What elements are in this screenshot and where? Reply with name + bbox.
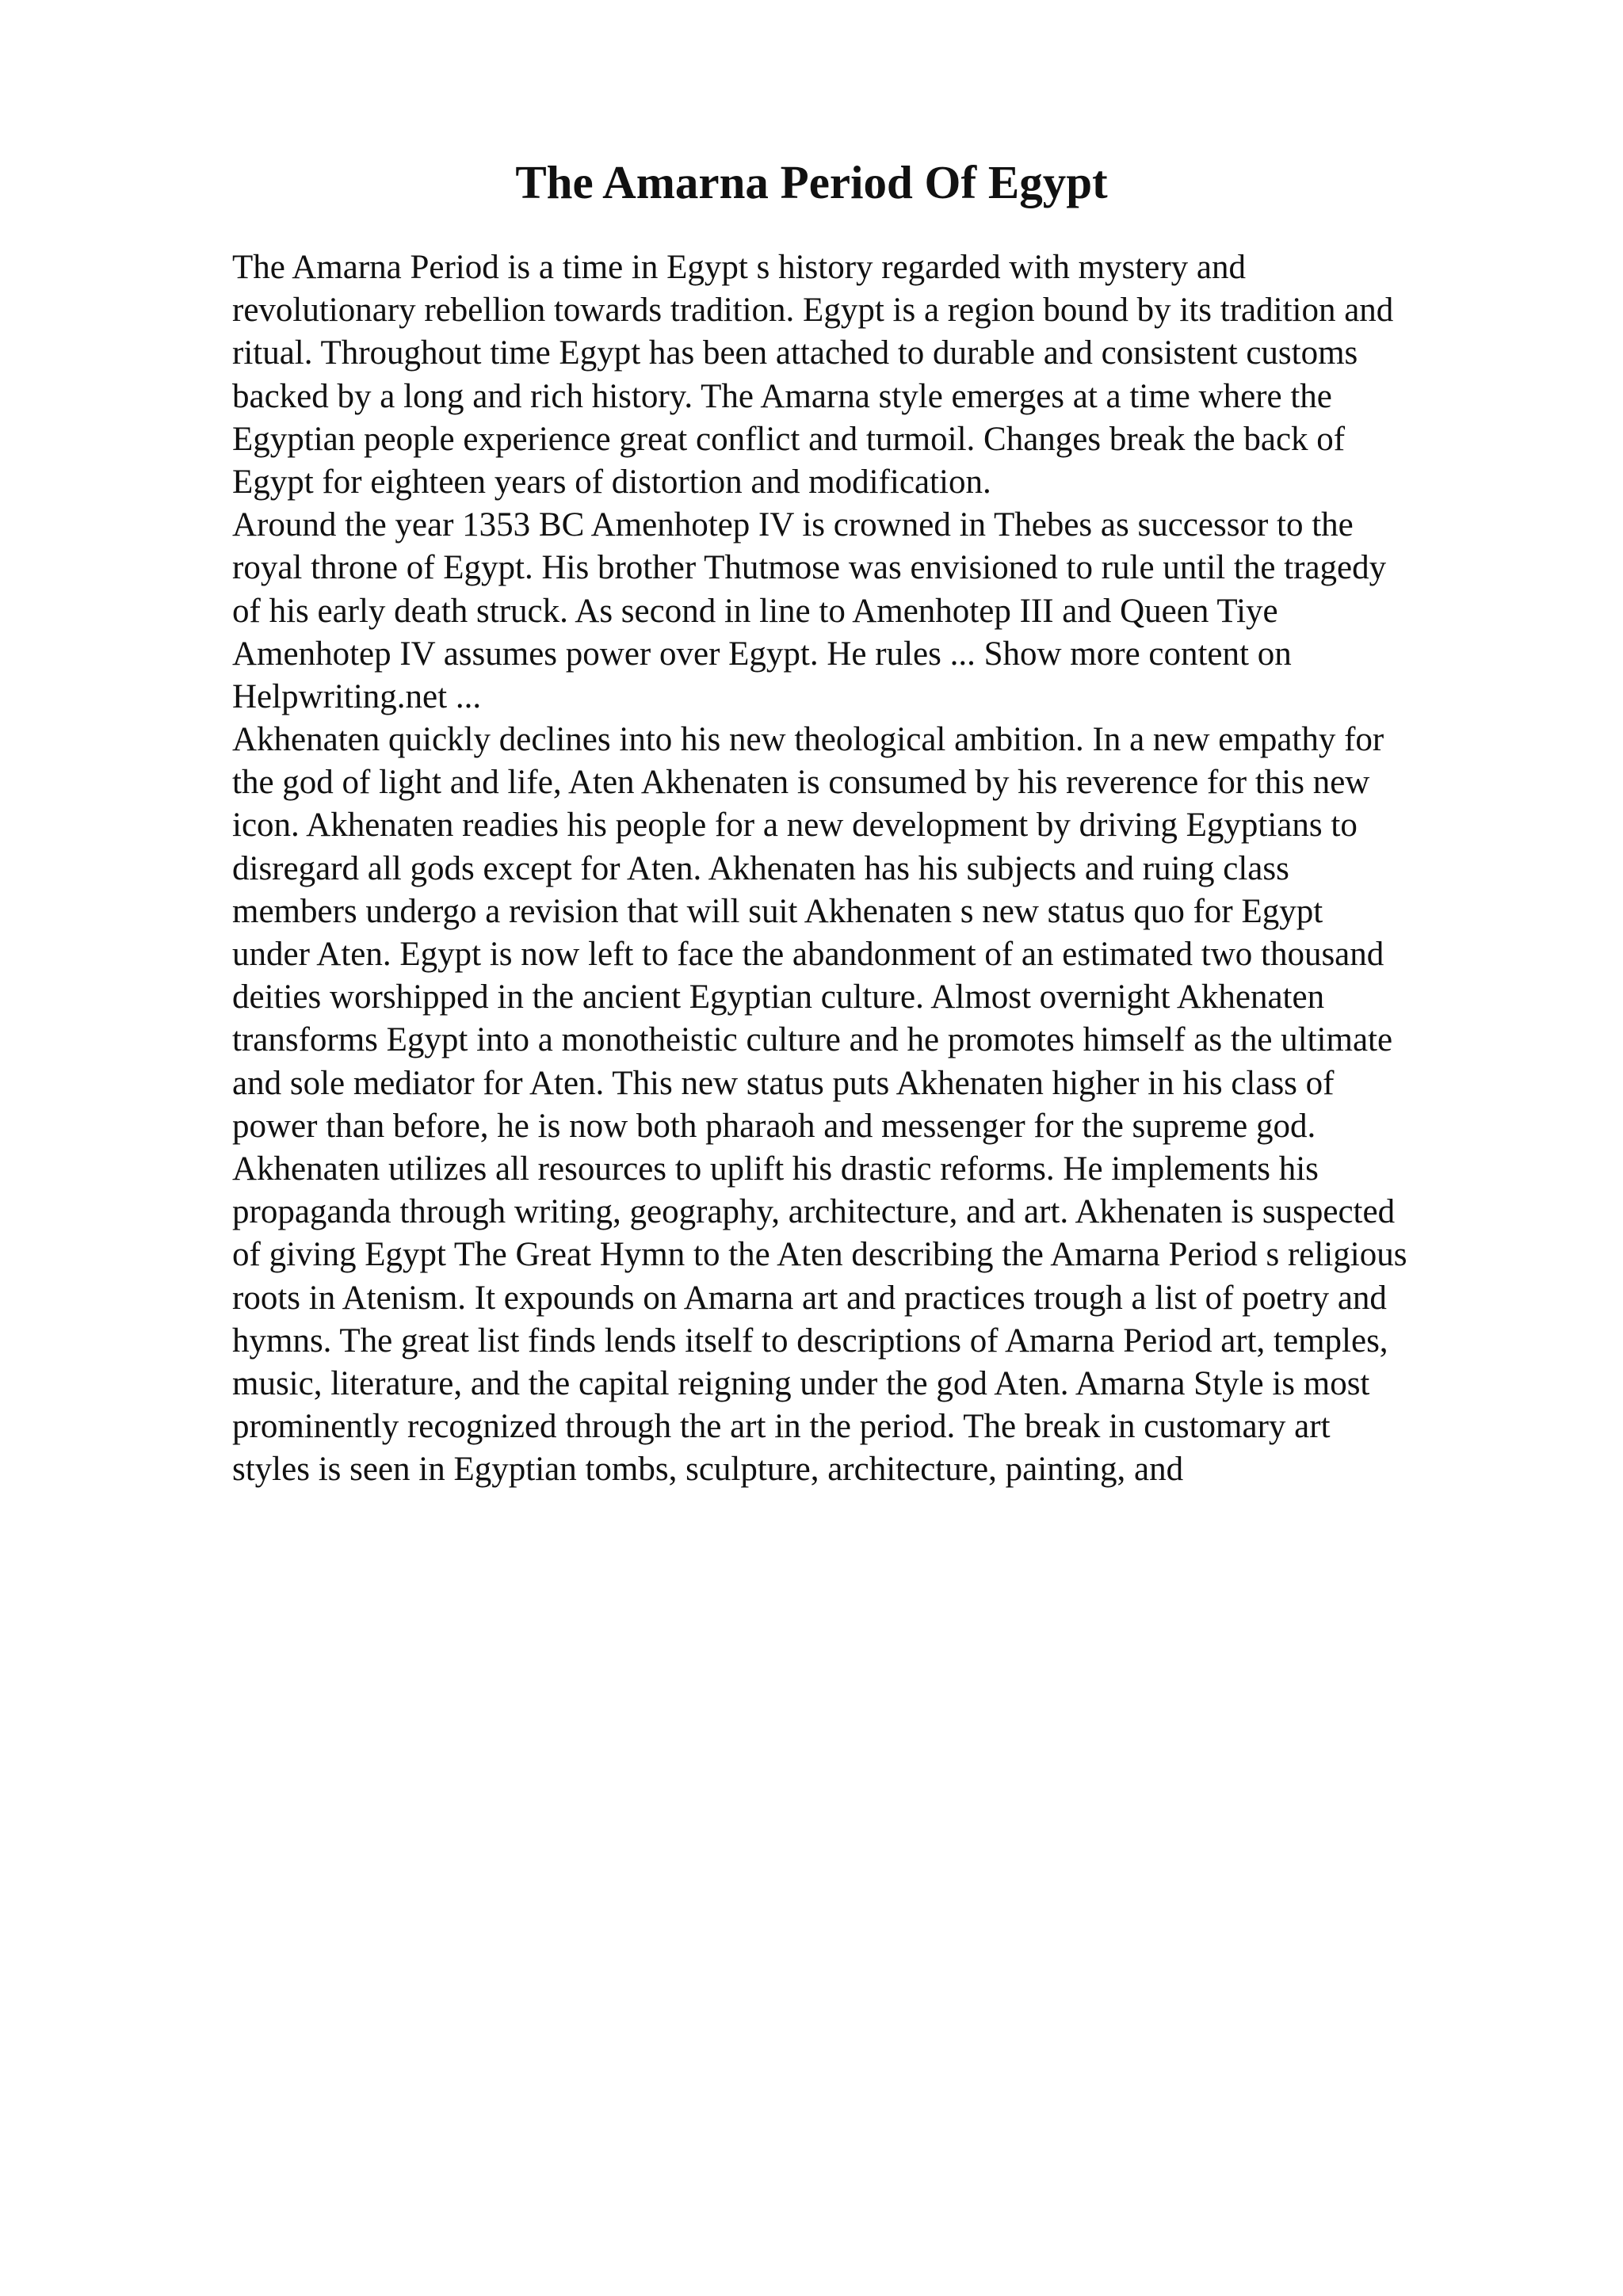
text-line: members undergo a revision that will suit Akhenaten s new status quo for Egypt [232, 892, 1323, 930]
text-line: of giving Egypt The Great Hymn to the Aten describing the Amarna Period s religious [232, 1236, 1407, 1274]
text-line: Egypt for eighteen years of distortion and modification. [232, 463, 991, 501]
text-line: icon. Akhenaten readies his people for a new development by driving Egyptians to [232, 807, 1358, 845]
text-line: disregard all gods except for Aten. Akhenaten has his subjects and ruing class [232, 849, 1289, 887]
text-line: deities worshipped in the ancient Egyptian culture. Almost overnight Akhenaten [232, 978, 1325, 1016]
text-line: of his early death struck. As second in line to Amenhotep III and Queen Tiye [232, 592, 1278, 630]
text-line: music, literature, and the capital reigning under the god Aten. Amarna Style is most [232, 1364, 1370, 1402]
text-line: under Aten. Egypt is now left to face the abandonment of an estimated two thousand [232, 936, 1384, 973]
text-line: hymns. The great list finds lends itself to descriptions of Amarna Period art, temples, [232, 1322, 1388, 1360]
text-line: prominently recognized through the art in the period. The break in customary art [232, 1408, 1331, 1446]
text-line: roots in Atenism. It expounds on Amarna art and practices trough a list of poetry and [232, 1279, 1387, 1317]
text-line: propaganda through writing, geography, architecture, and art. Akhenaten is suspected [232, 1193, 1396, 1231]
text-line: Around the year 1353 BC Amenhotep IV is crowned in Thebes as successor to the [232, 506, 1354, 544]
text-line: transforms Egypt into a monotheistic culture and he promotes himself as the ultimate [232, 1021, 1393, 1059]
text-line: Akhenaten quickly declines into his new theological ambition. In a new empathy for [232, 721, 1384, 759]
document-body [232, 246, 1579, 1491]
text-line: ritual. Throughout time Egypt has been attached to durable and consistent customs [232, 334, 1358, 372]
text-line: Akhenaten utilizes all resources to uplift his drastic reforms. He implements his [232, 1150, 1319, 1188]
text-line: Egyptian people experience great conflict and turmoil. Changes break the back of [232, 420, 1346, 458]
text-line: Amenhotep IV assumes power over Egypt. He rules ... Show more content on [232, 635, 1292, 673]
text-line: styles is seen in Egyptian tombs, sculpture, architecture, painting, and [232, 1451, 1184, 1489]
text-line: Helpwriting.net ... [232, 677, 482, 715]
text-line: and sole mediator for Aten. This new status puts Akhenaten higher in his class of [232, 1064, 1335, 1102]
text-line: royal throne of Egypt. His brother Thutmose was envisioned to rule until the tragedy [232, 549, 1387, 587]
text-line: revolutionary rebellion towards tradition. Egypt is a region bound by its tradition and [232, 292, 1394, 330]
text-line: power than before, he is now both pharaoh and messenger for the supreme god. [232, 1107, 1316, 1145]
text-line: The Amarna Period is a time in Egypt s history regarded with mystery and [232, 249, 1246, 286]
text-line: the god of light and life, Aten Akhenaten is consumed by his reverence for this new [232, 764, 1370, 802]
text-line: backed by a long and rich history. The Amarna style emerges at a time where the [232, 377, 1332, 415]
document-title: The Amarna Period Of Egypt [515, 156, 1108, 208]
